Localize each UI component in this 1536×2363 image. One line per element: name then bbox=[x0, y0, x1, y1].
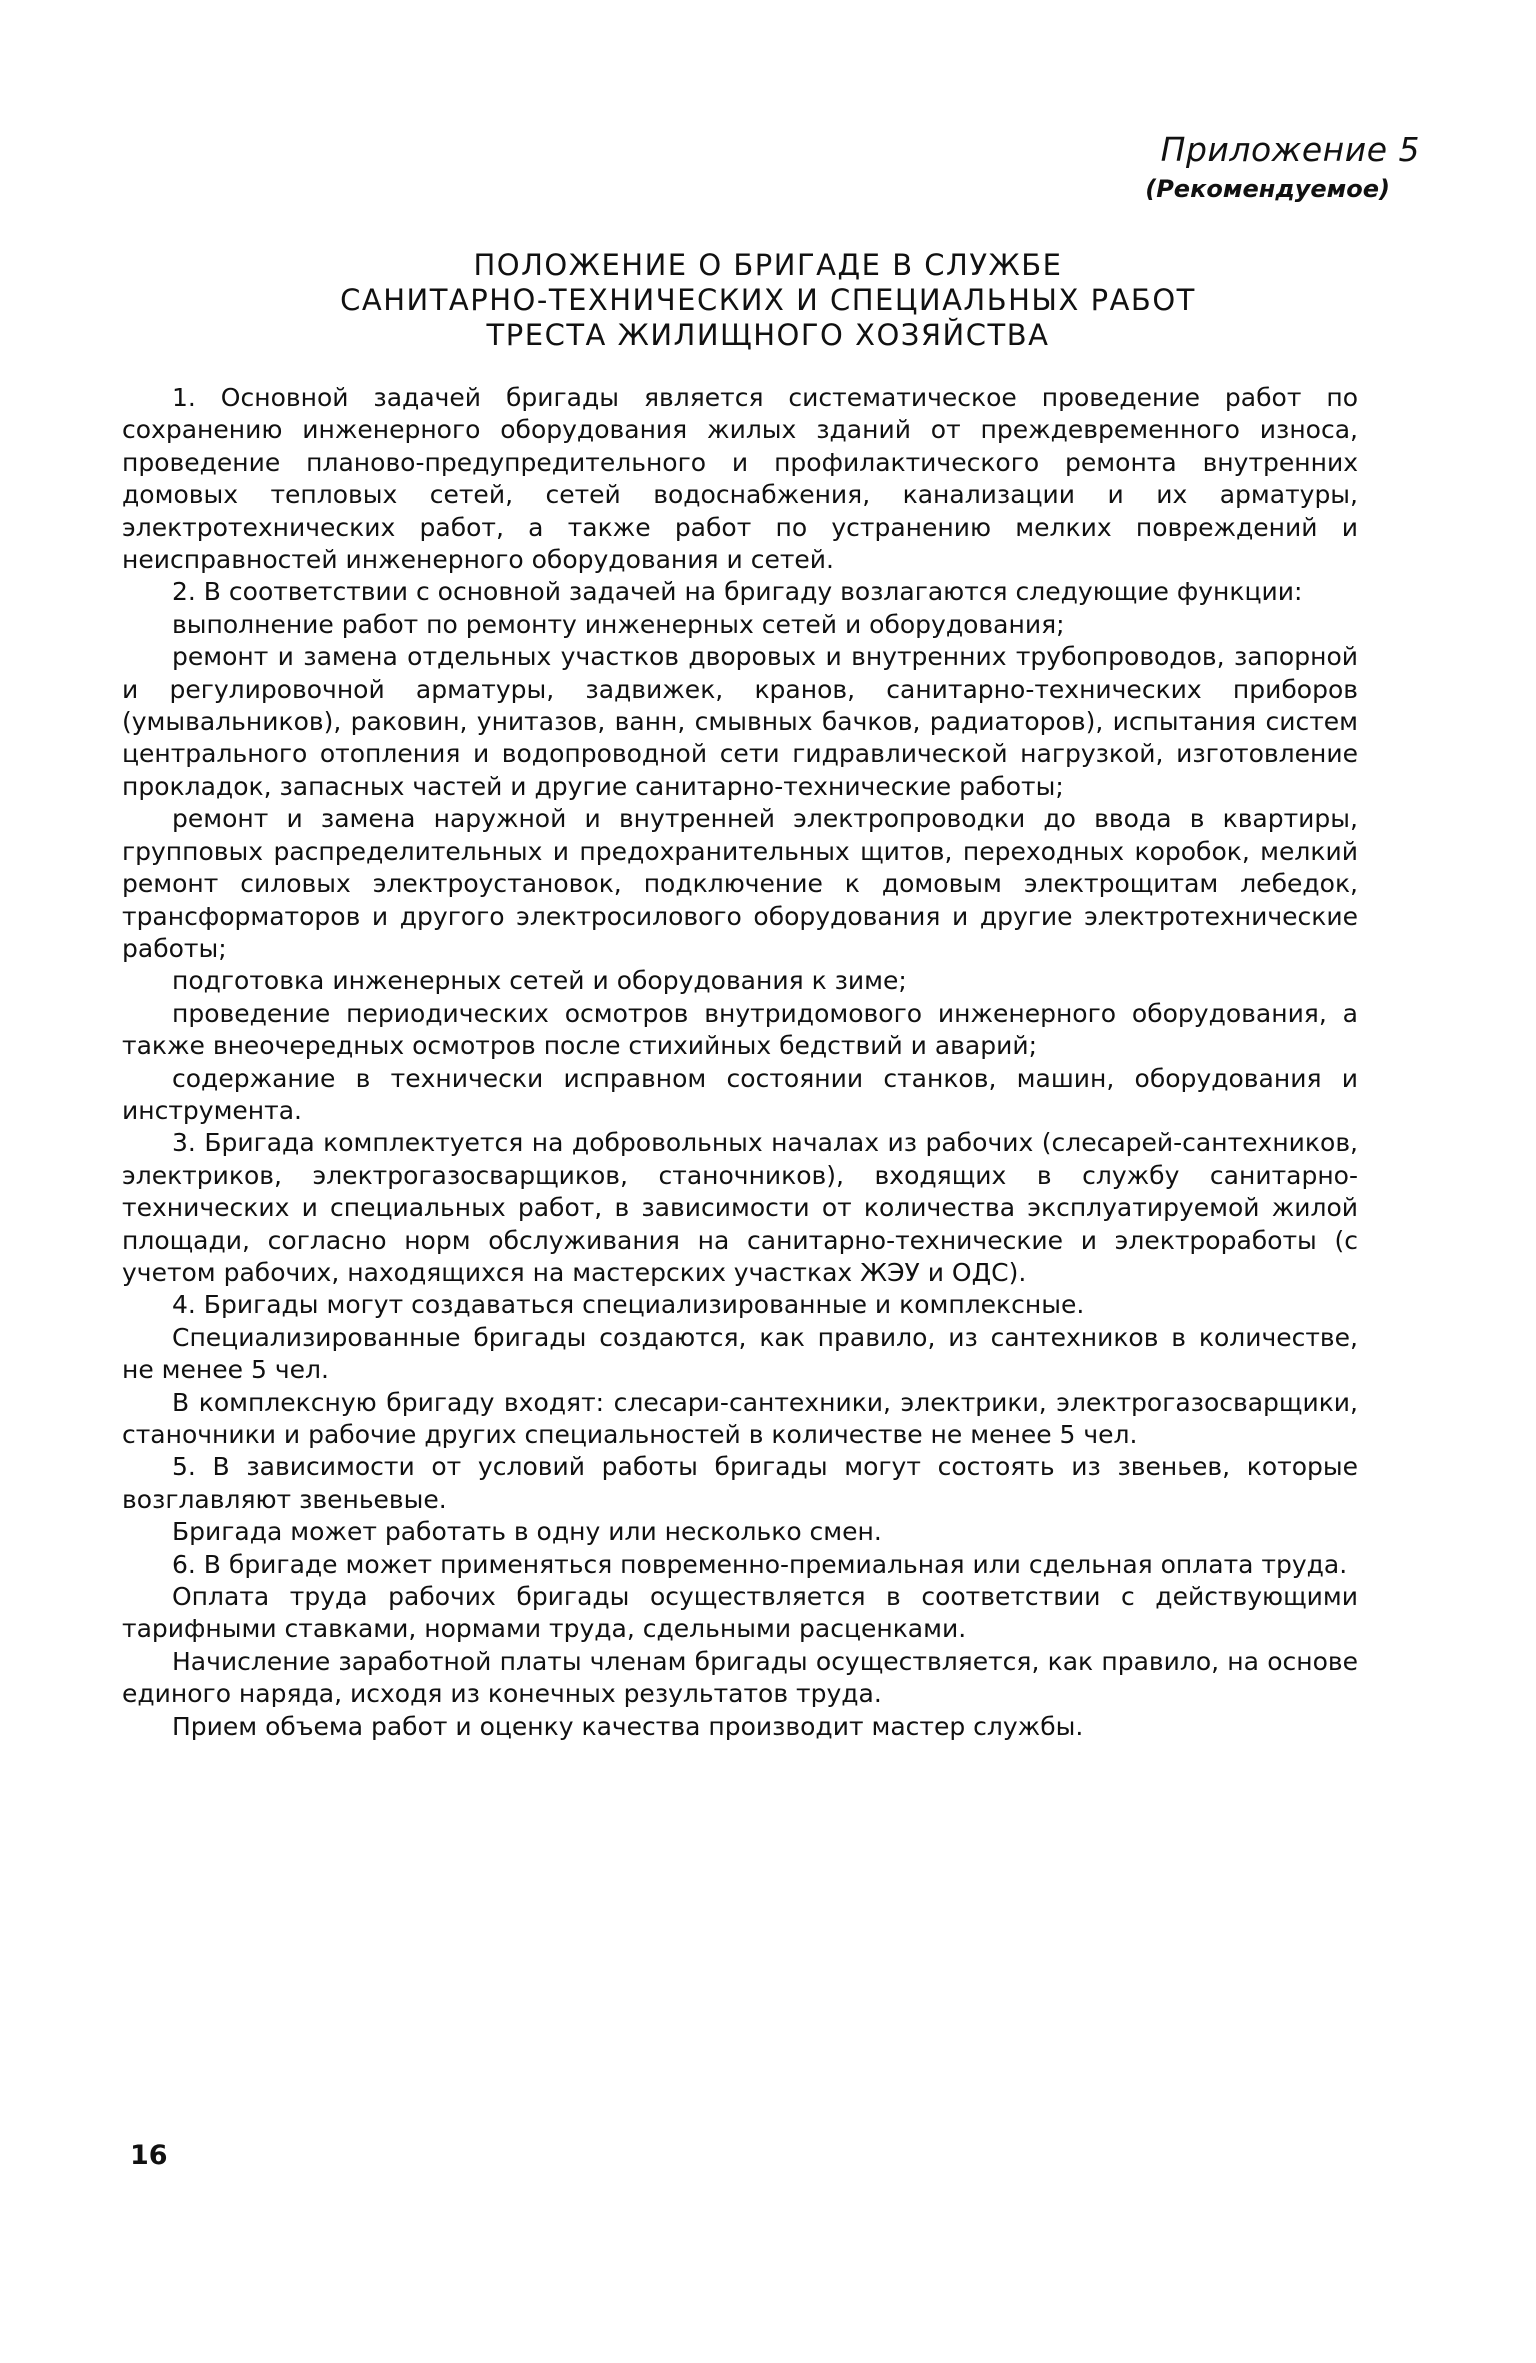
paragraph-6: подготовка инженерных сетей и оборудования к зиме; bbox=[172, 966, 907, 996]
paragraph-14: Бригада может работать в одну или несколько смен. bbox=[172, 1517, 882, 1547]
appendix-label bbox=[1145, 128, 1420, 206]
title-line-2: САНИТАРНО-ТЕХНИЧЕСКИХ И СПЕЦИАЛЬНЫХ РАБОТ bbox=[340, 283, 1196, 317]
appendix-title: Приложение 5 bbox=[1160, 130, 1420, 169]
appendix-subtitle: (Рекомендуемое) bbox=[1145, 175, 1390, 203]
paragraph-3: выполнение работ по ремонту инженерных сетей и оборудования; bbox=[172, 609, 1065, 639]
paragraph-15: 6. В бригаде может применяться повременно-премиальная или сдельная оплата труда. bbox=[172, 1549, 1348, 1579]
document-body bbox=[122, 382, 1358, 1743]
paragraph-17: Начисление заработной платы членам бригады осуществляется, как правило, на основе единого наряда, исходя из конечных результатов труда. bbox=[122, 1646, 1358, 1709]
paragraph-18: Прием объема работ и оценку качества производит мастер службы. bbox=[172, 1711, 1084, 1741]
paragraph-13: 5. В зависимости от условий работы бригады могут состоять из звеньев, которые возглавляют звеньевые. bbox=[122, 1452, 1358, 1514]
paragraph-16: Оплата труда рабочих бригады осуществляется в соответствии с действующими тарифными ставками, нормами труда, сдельными расценками. bbox=[122, 1582, 1358, 1644]
paragraph-5: ремонт и замена наружной и внутренней электропроводки до ввода в квартиры, групповых распределительных и предохранительных щитов, переходных коробок, мелкий ремонт силовых электроустановок, подключение к домовым электрощитам лебедок, трансформаторов и другого электросилового оборудования и другие электротехнические работы; bbox=[122, 804, 1358, 963]
paragraph-11: Специализированные бригады создаются, как правило, из сантехников в количестве, не менее 5 чел. bbox=[122, 1322, 1358, 1385]
paragraph-9: 3. Бригада комплектуется на добровольных началах из рабочих (слесарей-сантехников, электриков, электрогазосварщиков, станочников), входящих в службу санитарно-технических и специальных работ, в зависимости от количества эксплуатируемой жилой площади, согласно норм обслуживания на санитарно-технические и электроработы (с учетом рабочих, находящихся на мастерских участках ЖЭУ и ОДС). bbox=[122, 1128, 1358, 1287]
paragraph-10: 4. Бригады могут создаваться специализированные и комплексные. bbox=[172, 1290, 1085, 1320]
paragraph-1: 1. Основной задачей бригады является систематическое проведение работ по сохранению инженерного оборудования жилых зданий от преждевременного износа, проведение планово-предупредительного и профилактического ремонта внутренних домовых тепловых сетей, сетей водоснабжения, канализации и их арматуры, электротехнических работ, а также работ по устранению мелких повреждений и неисправностей инженерного оборудования и сетей. bbox=[122, 383, 1358, 575]
paragraph-12: В комплексную бригаду входят: слесари-сантехники, электрики, электрогазосварщики, станочники и рабочие других специальностей в количестве не менее 5 чел. bbox=[122, 1387, 1358, 1449]
document-title bbox=[0, 248, 1536, 353]
title-line-3: ТРЕСТА ЖИЛИЩНОГО ХОЗЯЙСТВА bbox=[486, 318, 1050, 352]
title-line-1: ПОЛОЖЕНИЕ О БРИГАДЕ В СЛУЖБЕ bbox=[473, 248, 1063, 282]
page-number: 16 bbox=[130, 2140, 168, 2171]
paragraph-8: содержание в технически исправном состоянии станков, машин, оборудования и инструмента. bbox=[122, 1063, 1358, 1125]
paragraph-2: 2. В соответствии с основной задачей на бригаду возлагаются следующие функции: bbox=[172, 577, 1303, 607]
paragraph-7: проведение периодических осмотров внутридомового инженерного оборудования, а также внеочередных осмотров после стихийных бедствий и аварий; bbox=[122, 998, 1358, 1061]
paragraph-4: ремонт и замена отдельных участков дворовых и внутренних трубопроводов, запорной и регулировочной арматуры, задвижек, кранов, санитарно-технических приборов (умывальников), раковин, унитазов, ванн, смывных бачков, радиаторов), испытания систем центрального отопления и водопроводной сети гидравлической нагрузкой, изготовление прокладок, запасных частей и другие санитарно-технические работы; bbox=[122, 642, 1358, 801]
